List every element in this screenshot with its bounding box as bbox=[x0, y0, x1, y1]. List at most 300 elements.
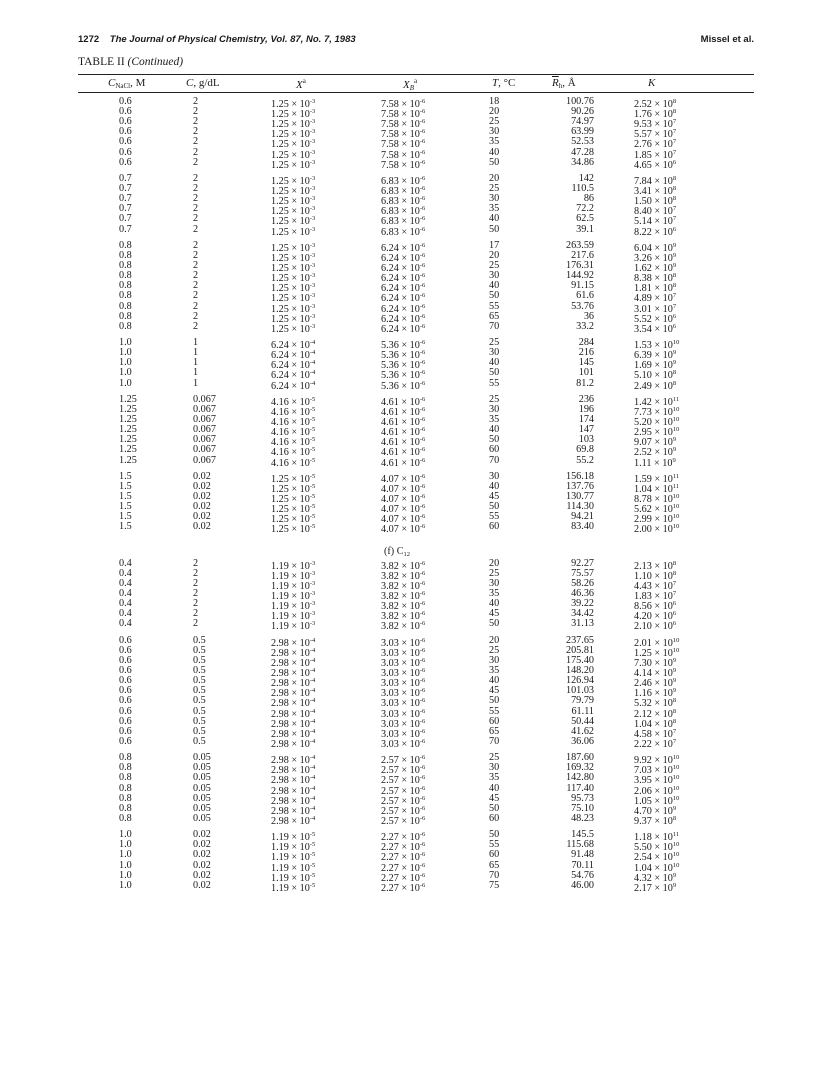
cell-k: $1.11 \times 10^9$ bbox=[634, 456, 676, 469]
cell-x: $2.98 \times 10^{-4}$ bbox=[271, 784, 316, 797]
cell-x: $1.25 \times 10^{-5}$ bbox=[271, 483, 316, 495]
cell-x: $1.19 \times 10^{-5}$ bbox=[271, 881, 316, 894]
cell-x: $2.98 \times 10^{-4}$ bbox=[271, 727, 316, 740]
cell-x: $2.98 \times 10^{-4}$ bbox=[271, 764, 316, 777]
cell-rh: 110.5 bbox=[571, 183, 594, 195]
cell-c-nacl: 1.0 bbox=[119, 377, 132, 389]
cell-t: 65 bbox=[489, 310, 500, 322]
cell-xb: $3.03 \times 10^{-6}$ bbox=[381, 687, 426, 700]
cell-xb: $4.07 \times 10^{-6}$ bbox=[381, 472, 426, 485]
cell-c-nacl: 0.7 bbox=[119, 223, 132, 235]
cell-c-nacl: 1.5 bbox=[119, 481, 132, 492]
cell-xb: $3.82 \times 10^{-6}$ bbox=[381, 559, 426, 572]
cell-xb: $2.27 \times 10^{-6}$ bbox=[381, 841, 426, 854]
cell-c-nacl: 0.4 bbox=[119, 557, 132, 569]
cell-k: $1.16 \times 10^9$ bbox=[634, 687, 677, 700]
cell-xb: $2.27 \times 10^{-6}$ bbox=[381, 831, 426, 844]
cell-t: 30 bbox=[489, 270, 500, 282]
cell-xb: $4.61 \times 10^{-6}$ bbox=[381, 436, 426, 449]
cell-c-nacl: 1.0 bbox=[119, 869, 132, 881]
cell-c-nacl: 1.5 bbox=[119, 491, 132, 503]
cell-rh: 91.48 bbox=[571, 849, 594, 861]
cell-c: 0.02 bbox=[193, 829, 211, 841]
cell-x: $1.25 \times 10^{-3}$ bbox=[271, 225, 316, 238]
cell-k: $1.42 \times 10^{11}$ bbox=[634, 395, 680, 408]
cell-rh: 61.6 bbox=[576, 290, 594, 302]
cell-c: 0.02 bbox=[193, 521, 211, 533]
cell-c-nacl: 0.8 bbox=[119, 270, 132, 282]
cell-x: $1.25 \times 10^{-3}$ bbox=[271, 128, 316, 141]
cell-c-nacl: 0.4 bbox=[119, 608, 132, 620]
cell-t: 60 bbox=[489, 812, 500, 824]
cell-rh: 117.40 bbox=[566, 782, 594, 794]
cell-x: $1.25 \times 10^{-3}$ bbox=[271, 205, 316, 218]
cell-t: 45 bbox=[489, 491, 500, 503]
cell-x: $6.24 \times 10^{-4}$ bbox=[271, 339, 316, 352]
cell-x: $2.98 \times 10^{-4}$ bbox=[271, 687, 316, 700]
cell-t: 25 bbox=[489, 337, 500, 349]
cell-c-nacl: 1.5 bbox=[119, 521, 132, 533]
cell-rh: 101.03 bbox=[565, 685, 594, 697]
cell-c-nacl: 1.0 bbox=[119, 879, 132, 891]
cell-c-nacl: 1.25 bbox=[119, 454, 137, 466]
cell-xb: $7.58 \times 10^{-6}$ bbox=[381, 148, 426, 161]
cell-c: 2 bbox=[193, 193, 199, 205]
cell-k: $1.69 \times 10^9$ bbox=[634, 359, 677, 372]
cell-rh: 142.80 bbox=[565, 772, 594, 784]
cell-t: 45 bbox=[489, 685, 500, 697]
cell-c: 0.067 bbox=[193, 424, 216, 436]
cell-xb: $5.36 \times 10^{-6}$ bbox=[381, 379, 426, 392]
cell-k: $2.17 \times 10^9$ bbox=[634, 881, 677, 894]
cell-x: $4.16 \times 10^{-5}$ bbox=[271, 446, 316, 459]
cell-c: 2 bbox=[193, 136, 199, 148]
cell-rh: 83.40 bbox=[571, 521, 594, 533]
cell-xb: $2.27 \times 10^{-6}$ bbox=[381, 861, 426, 874]
cell-c-nacl: 0.8 bbox=[119, 762, 132, 774]
cell-xb: $4.07 \times 10^{-6}$ bbox=[381, 513, 426, 526]
cell-c-nacl: 1.0 bbox=[119, 367, 132, 379]
cell-k: $1.62 \times 10^9$ bbox=[634, 262, 677, 275]
cell-c: 2 bbox=[193, 608, 199, 620]
cell-k: $1.53 \times 10^{10}$ bbox=[634, 339, 680, 352]
column-header-xb: $X_B^a$ bbox=[403, 77, 418, 92]
cell-t: 55 bbox=[489, 511, 500, 523]
cell-x: $2.98 \times 10^{-4}$ bbox=[271, 677, 316, 690]
cell-c-nacl: 0.4 bbox=[119, 567, 132, 579]
cell-xb: $4.61 \times 10^{-6}$ bbox=[381, 446, 426, 459]
table-subheading: (f) $C_{12}$ bbox=[384, 545, 411, 558]
cell-c-nacl: 0.8 bbox=[119, 239, 132, 251]
cell-c: 0.5 bbox=[193, 695, 206, 707]
cell-rh: 284 bbox=[578, 337, 594, 349]
cell-t: 40 bbox=[489, 213, 500, 225]
cell-c: 0.5 bbox=[193, 705, 206, 717]
cell-t: 35 bbox=[489, 665, 500, 677]
cell-rh: 137.76 bbox=[565, 481, 594, 492]
cell-x: $1.19 \times 10^{-5}$ bbox=[271, 861, 316, 874]
cell-c: 0.05 bbox=[193, 772, 211, 784]
cell-t: 70 bbox=[489, 320, 500, 332]
cell-rh: 147 bbox=[578, 424, 594, 436]
cell-x: $1.25 \times 10^{-3}$ bbox=[271, 138, 316, 151]
cell-t: 20 bbox=[489, 250, 500, 261]
cell-c: 2 bbox=[193, 618, 199, 630]
cell-c: 2 bbox=[193, 290, 199, 302]
cell-x: $1.25 \times 10^{-3}$ bbox=[271, 175, 316, 187]
cell-c-nacl: 0.7 bbox=[119, 203, 132, 215]
cell-c: 2 bbox=[193, 260, 199, 272]
cell-rh: 41.62 bbox=[571, 725, 594, 737]
cell-x: $1.25 \times 10^{-3}$ bbox=[271, 262, 316, 275]
cell-x: $1.25 \times 10^{-3}$ bbox=[271, 195, 316, 208]
cell-k: $5.57 \times 10^7$ bbox=[634, 128, 677, 141]
cell-c: 0.067 bbox=[193, 404, 216, 415]
cell-c-nacl: 0.8 bbox=[119, 792, 132, 804]
cell-c-nacl: 0.8 bbox=[119, 250, 132, 261]
cell-k: $2.22 \times 10^7$ bbox=[634, 737, 677, 750]
cell-k: $5.52 \times 10^6$ bbox=[634, 312, 677, 325]
cell-rh: 61.11 bbox=[571, 705, 594, 717]
cell-c-nacl: 1.0 bbox=[119, 347, 132, 359]
cell-rh: 90.26 bbox=[571, 106, 594, 118]
cell-rh: 86 bbox=[583, 193, 594, 205]
cell-c-nacl: 0.6 bbox=[119, 116, 132, 128]
cell-c: 0.02 bbox=[193, 869, 211, 881]
cell-rh: 205.81 bbox=[565, 644, 594, 656]
cell-x: $4.16 \times 10^{-5}$ bbox=[271, 426, 316, 439]
cell-c-nacl: 0.6 bbox=[119, 665, 132, 677]
cell-xb: $2.57 \times 10^{-6}$ bbox=[381, 794, 426, 807]
cell-rh: 75.57 bbox=[571, 567, 594, 579]
cell-t: 50 bbox=[489, 829, 500, 841]
cell-t: 70 bbox=[489, 454, 500, 466]
cell-c-nacl: 0.8 bbox=[119, 802, 132, 814]
cell-k: $8.38 \times 10^8$ bbox=[634, 272, 677, 285]
page-number: 1272 bbox=[78, 34, 100, 45]
cell-t: 40 bbox=[489, 424, 500, 436]
cell-c-nacl: 1.0 bbox=[119, 859, 132, 871]
cell-t: 20 bbox=[489, 634, 500, 646]
cell-c-nacl: 0.6 bbox=[119, 715, 132, 727]
cell-c-nacl: 1.25 bbox=[119, 404, 137, 415]
cell-x: $1.25 \times 10^{-3}$ bbox=[271, 185, 316, 198]
cell-rh: 92.27 bbox=[571, 557, 594, 569]
cell-xb: $3.03 \times 10^{-6}$ bbox=[381, 667, 426, 680]
cell-c-nacl: 0.6 bbox=[119, 675, 132, 687]
cell-xb: $6.24 \times 10^{-6}$ bbox=[381, 252, 426, 264]
cell-c: 2 bbox=[193, 598, 199, 610]
cell-t: 30 bbox=[489, 762, 500, 774]
cell-t: 40 bbox=[489, 280, 500, 292]
cell-c: 0.05 bbox=[193, 812, 211, 824]
cell-c: 0.02 bbox=[193, 859, 211, 871]
cell-c-nacl: 0.7 bbox=[119, 193, 132, 205]
cell-rh: 53.76 bbox=[571, 300, 594, 312]
cell-k: $8.22 \times 10^6$ bbox=[634, 225, 677, 238]
cell-x: $2.98 \times 10^{-4}$ bbox=[271, 707, 316, 720]
cell-c: 0.067 bbox=[193, 434, 216, 446]
cell-rh: 216 bbox=[578, 347, 594, 359]
cell-x: $4.16 \times 10^{-5}$ bbox=[271, 456, 316, 469]
cell-rh: 54.76 bbox=[571, 869, 594, 881]
cell-c-nacl: 0.6 bbox=[119, 156, 132, 168]
cell-x: $4.16 \times 10^{-5}$ bbox=[271, 436, 316, 449]
cell-c: 0.02 bbox=[193, 470, 211, 482]
cell-c: 2 bbox=[193, 567, 199, 579]
column-header-x: $X^a$ bbox=[296, 77, 306, 91]
cell-c-nacl: 0.6 bbox=[119, 735, 132, 747]
cell-c-nacl: 0.6 bbox=[119, 705, 132, 717]
cell-t: 25 bbox=[489, 393, 500, 405]
cell-c: 1 bbox=[193, 357, 199, 369]
cell-x: $1.25 \times 10^{-3}$ bbox=[271, 282, 316, 295]
cell-c: 2 bbox=[193, 183, 199, 195]
column-header-k: K bbox=[648, 77, 656, 89]
cell-c-nacl: 1.25 bbox=[119, 434, 137, 446]
cell-x: $2.98 \times 10^{-4}$ bbox=[271, 646, 316, 659]
cell-x: $1.25 \times 10^{-3}$ bbox=[271, 158, 316, 171]
cell-t: 25 bbox=[489, 260, 500, 272]
cell-c: 0.067 bbox=[193, 393, 216, 405]
cell-k: $2.52 \times 10^9$ bbox=[634, 446, 677, 459]
cell-rh: 75.10 bbox=[571, 802, 594, 814]
cell-rh: 148.20 bbox=[565, 665, 594, 677]
cell-c-nacl: 1.0 bbox=[119, 849, 132, 861]
cell-x: $4.16 \times 10^{-5}$ bbox=[271, 416, 316, 429]
cell-xb: $7.58 \times 10^{-6}$ bbox=[381, 108, 426, 121]
cell-t: 55 bbox=[489, 839, 500, 851]
cell-xb: $6.24 \times 10^{-6}$ bbox=[381, 292, 426, 305]
cell-t: 65 bbox=[489, 725, 500, 737]
cell-rh: 94.21 bbox=[571, 511, 594, 523]
cell-x: $1.19 \times 10^{-5}$ bbox=[271, 851, 316, 864]
cell-rh: 48.23 bbox=[571, 812, 594, 824]
cell-k: $5.32 \times 10^8$ bbox=[634, 697, 677, 710]
cell-k: $4.43 \times 10^7$ bbox=[634, 580, 677, 592]
cell-rh: 34.42 bbox=[571, 608, 594, 620]
cell-t: 45 bbox=[489, 792, 500, 804]
cell-x: $2.98 \times 10^{-4}$ bbox=[271, 774, 316, 787]
cell-rh: 236 bbox=[578, 393, 594, 405]
cell-x: $1.19 \times 10^{-3}$ bbox=[271, 569, 316, 582]
cell-k: $1.05 \times 10^{10}$ bbox=[634, 794, 680, 807]
cell-t: 30 bbox=[489, 347, 500, 359]
cell-c: 2 bbox=[193, 146, 199, 158]
cell-xb: $6.24 \times 10^{-6}$ bbox=[381, 241, 426, 254]
cell-c: 2 bbox=[193, 156, 199, 168]
cell-xb: $6.83 \times 10^{-6}$ bbox=[381, 215, 426, 228]
cell-xb: $3.03 \times 10^{-6}$ bbox=[381, 677, 426, 690]
cell-rh: 39.22 bbox=[571, 598, 594, 610]
cell-x: $4.16 \times 10^{-5}$ bbox=[271, 395, 316, 408]
cell-rh: 145.5 bbox=[571, 829, 594, 841]
cell-t: 35 bbox=[489, 588, 500, 600]
cell-k: $2.12 \times 10^8$ bbox=[634, 707, 677, 720]
cell-xb: $3.03 \times 10^{-6}$ bbox=[381, 727, 426, 740]
cell-k: $2.00 \times 10^{10}$ bbox=[634, 523, 680, 536]
cell-t: 50 bbox=[489, 290, 500, 302]
cell-k: $1.76 \times 10^8$ bbox=[634, 108, 677, 121]
cell-xb: $4.07 \times 10^{-6}$ bbox=[381, 483, 426, 495]
cell-x: $1.19 \times 10^{-3}$ bbox=[271, 600, 316, 613]
cell-k: $1.04 \times 10^{10}$ bbox=[634, 861, 680, 874]
cell-c-nacl: 0.8 bbox=[119, 260, 132, 272]
cell-t: 40 bbox=[489, 481, 500, 492]
cell-c: 2 bbox=[193, 173, 199, 184]
cell-xb: $2.27 \times 10^{-6}$ bbox=[381, 871, 426, 884]
cell-xb: $3.82 \times 10^{-6}$ bbox=[381, 600, 426, 613]
cell-t: 35 bbox=[489, 772, 500, 784]
cell-x: $2.98 \times 10^{-4}$ bbox=[271, 657, 316, 669]
cell-xb: $2.27 \times 10^{-6}$ bbox=[381, 851, 426, 864]
cell-t: 70 bbox=[489, 869, 500, 881]
cell-rh: 58.26 bbox=[571, 578, 594, 589]
cell-rh: 46.00 bbox=[571, 879, 594, 891]
cell-xb: $2.57 \times 10^{-6}$ bbox=[381, 784, 426, 797]
cell-xb: $7.58 \times 10^{-6}$ bbox=[381, 128, 426, 141]
cell-xb: $3.82 \times 10^{-6}$ bbox=[381, 620, 426, 633]
cell-rh: 145 bbox=[578, 357, 594, 369]
cell-x: $2.98 \times 10^{-4}$ bbox=[271, 697, 316, 710]
cell-k: $2.01 \times 10^{10}$ bbox=[634, 636, 680, 649]
cell-xb: $6.24 \times 10^{-6}$ bbox=[381, 272, 426, 285]
cell-rh: 72.2 bbox=[576, 203, 594, 215]
cell-c: 2 bbox=[193, 310, 199, 322]
cell-xb: $2.57 \times 10^{-6}$ bbox=[381, 804, 426, 817]
cell-x: $1.25 \times 10^{-3}$ bbox=[271, 292, 316, 305]
cell-xb: $6.83 \times 10^{-6}$ bbox=[381, 195, 426, 208]
cell-rh: 50.44 bbox=[571, 715, 594, 727]
cell-k: $9.07 \times 10^9$ bbox=[634, 436, 677, 449]
cell-t: 70 bbox=[489, 735, 500, 747]
cell-xb: $2.57 \times 10^{-6}$ bbox=[381, 754, 426, 767]
cell-rh: 130.77 bbox=[565, 491, 594, 503]
cell-x: $1.19 \times 10^{-3}$ bbox=[271, 559, 316, 572]
cell-k: $1.59 \times 10^{11}$ bbox=[634, 472, 680, 485]
cell-rh: 115.68 bbox=[566, 839, 594, 851]
cell-c-nacl: 0.8 bbox=[119, 782, 132, 794]
cell-t: 20 bbox=[489, 106, 500, 118]
cell-c: 2 bbox=[193, 588, 199, 600]
cell-t: 35 bbox=[489, 414, 500, 426]
cell-t: 50 bbox=[489, 501, 500, 513]
cell-t: 60 bbox=[489, 849, 500, 861]
cell-k: $1.85 \times 10^7$ bbox=[634, 148, 677, 161]
cell-k: $3.26 \times 10^9$ bbox=[634, 252, 677, 264]
cell-t: 35 bbox=[489, 203, 500, 215]
cell-rh: 69.8 bbox=[576, 444, 594, 456]
cell-xb: $6.24 \times 10^{-6}$ bbox=[381, 282, 426, 295]
cell-t: 30 bbox=[489, 470, 500, 482]
cell-rh: 175.40 bbox=[565, 655, 594, 666]
cell-c-nacl: 0.6 bbox=[119, 96, 132, 107]
cell-t: 60 bbox=[489, 521, 500, 533]
cell-k: $1.25 \times 10^{10}$ bbox=[634, 646, 680, 659]
cell-k: $4.32 \times 10^9$ bbox=[634, 871, 677, 884]
cell-xb: $3.03 \times 10^{-6}$ bbox=[381, 636, 426, 649]
cell-k: $6.04 \times 10^9$ bbox=[634, 241, 677, 254]
cell-t: 50 bbox=[489, 223, 500, 235]
cell-t: 40 bbox=[489, 598, 500, 610]
cell-xb: $6.24 \times 10^{-6}$ bbox=[381, 302, 426, 315]
cell-xb: $7.58 \times 10^{-6}$ bbox=[381, 158, 426, 171]
cell-xb: $4.07 \times 10^{-6}$ bbox=[381, 523, 426, 536]
cell-k: $2.76 \times 10^7$ bbox=[634, 138, 677, 151]
cell-xb: $5.36 \times 10^{-6}$ bbox=[381, 369, 426, 382]
cell-rh: 62.5 bbox=[576, 213, 594, 225]
cell-xb: $3.82 \times 10^{-6}$ bbox=[381, 569, 426, 582]
cell-c: 2 bbox=[193, 96, 199, 107]
cell-k: $9.92 \times 10^{10}$ bbox=[634, 754, 680, 767]
cell-x: $1.19 \times 10^{-3}$ bbox=[271, 610, 316, 623]
cell-c-nacl: 0.7 bbox=[119, 213, 132, 225]
cell-xb: $7.58 \times 10^{-6}$ bbox=[381, 138, 426, 151]
cell-c-nacl: 0.6 bbox=[119, 655, 132, 666]
cell-k: $2.10 \times 10^6$ bbox=[634, 620, 677, 633]
cell-t: 50 bbox=[489, 695, 500, 707]
cell-c-nacl: 1.0 bbox=[119, 337, 132, 349]
column-header-c-nacl: $C_{NaCl}$, M bbox=[108, 77, 146, 90]
cell-t: 60 bbox=[489, 715, 500, 727]
cell-c: 2 bbox=[193, 106, 199, 118]
cell-k: $5.10 \times 10^8$ bbox=[634, 369, 677, 382]
cell-xb: $6.24 \times 10^{-6}$ bbox=[381, 262, 426, 275]
cell-t: 50 bbox=[489, 156, 500, 168]
cell-c: 2 bbox=[193, 557, 199, 569]
cell-xb: $5.36 \times 10^{-6}$ bbox=[381, 339, 426, 352]
cell-k: $4.89 \times 10^7$ bbox=[634, 292, 677, 305]
cell-c: 0.05 bbox=[193, 752, 211, 764]
cell-rh: 237.65 bbox=[565, 634, 594, 646]
cell-k: $2.46 \times 10^9$ bbox=[634, 677, 677, 690]
cell-t: 30 bbox=[489, 404, 500, 415]
cell-rh: 156.18 bbox=[565, 470, 594, 482]
cell-x: $1.25 \times 10^{-3}$ bbox=[271, 252, 316, 264]
cell-c-nacl: 0.6 bbox=[119, 146, 132, 158]
cell-rh: 100.76 bbox=[565, 96, 594, 107]
cell-xb: $2.27 \times 10^{-6}$ bbox=[381, 881, 426, 894]
cell-xb: $3.03 \times 10^{-6}$ bbox=[381, 657, 426, 669]
cell-k: $5.62 \times 10^{10}$ bbox=[634, 503, 680, 516]
cell-rh: 91.15 bbox=[571, 280, 594, 292]
cell-t: 30 bbox=[489, 126, 500, 138]
cell-t: 17 bbox=[489, 239, 500, 251]
journal-citation: The Journal of Physical Chemistry, Vol. 87, No. 7, 1983 bbox=[109, 34, 356, 45]
cell-c: 2 bbox=[193, 270, 199, 282]
cell-c-nacl: 1.25 bbox=[119, 424, 137, 436]
cell-t: 40 bbox=[489, 146, 500, 158]
cell-c: 2 bbox=[193, 126, 199, 138]
cell-xb: $4.61 \times 10^{-6}$ bbox=[381, 456, 426, 469]
cell-rh: 79.79 bbox=[571, 695, 594, 707]
cell-t: 55 bbox=[489, 377, 500, 389]
cell-k: $4.65 \times 10^6$ bbox=[634, 158, 677, 171]
table-title-label: TABLE II bbox=[78, 56, 125, 68]
cell-c-nacl: 1.25 bbox=[119, 393, 137, 405]
cell-c: 2 bbox=[193, 223, 199, 235]
cell-k: $1.81 \times 10^8$ bbox=[634, 282, 677, 295]
cell-c-nacl: 0.6 bbox=[119, 634, 132, 646]
cell-rh: 196 bbox=[578, 404, 594, 415]
cell-t: 50 bbox=[489, 434, 500, 446]
cell-xb: $7.58 \times 10^{-6}$ bbox=[381, 98, 426, 110]
cell-c: 1 bbox=[193, 377, 199, 389]
cell-c: 0.05 bbox=[193, 802, 211, 814]
cell-c-nacl: 0.8 bbox=[119, 310, 132, 322]
cell-c-nacl: 0.4 bbox=[119, 588, 132, 600]
cell-k: $1.18 \times 10^{11}$ bbox=[634, 831, 680, 844]
